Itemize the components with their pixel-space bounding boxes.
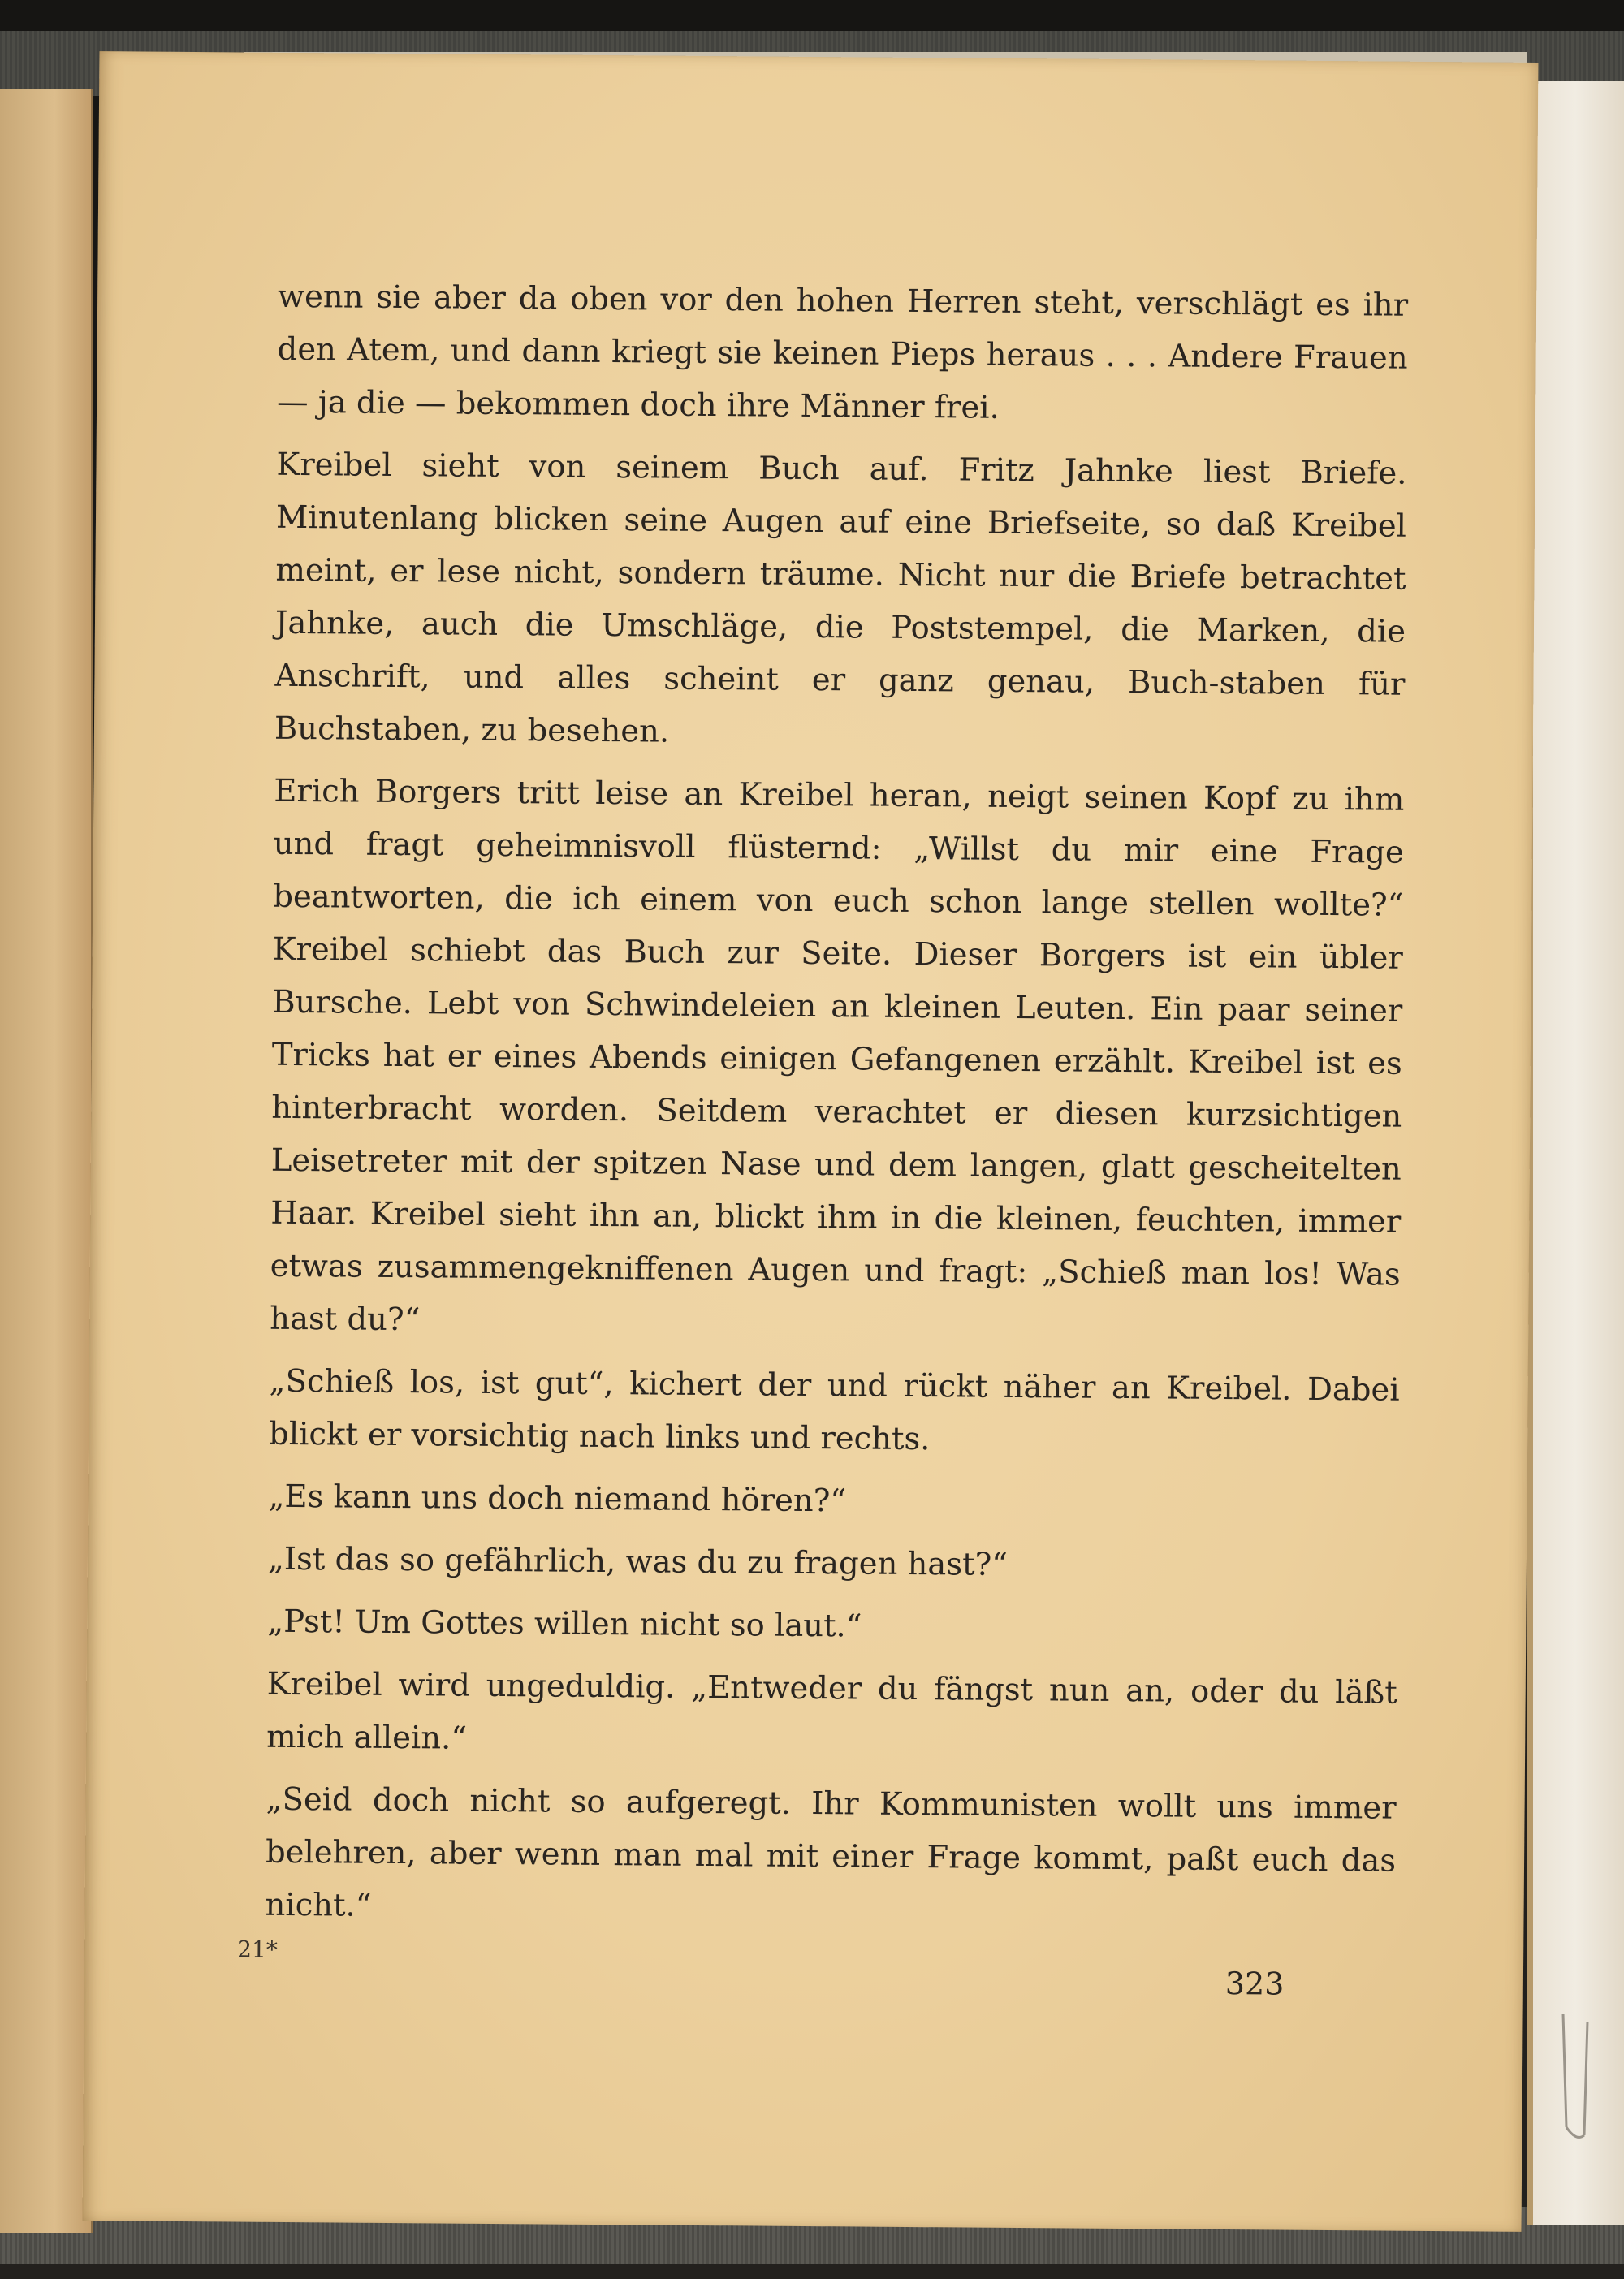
paragraph: Kreibel wird ungeduldig. „Entweder du fängst nun an, oder du läßt mich allein.“	[266, 1665, 1397, 1757]
previous-page-edge	[0, 89, 93, 2233]
paragraph: „Schieß los, ist gut“, kichert der und rückt näher an Kreibel. Dabei blickt er vorsichtig nach links und rechts.	[268, 1362, 1400, 1458]
paragraph: „Ist das so gefährlich, was du zu fragen hast?“	[267, 1540, 1009, 1583]
page-number: 323	[1224, 1966, 1285, 2002]
book-page	[83, 51, 1539, 2232]
paragraph: „Es kann uns doch niemand hören?“	[268, 1478, 847, 1520]
paragraph: „Seid doch nicht so aufgeregt. Ihr Kommunisten wollt uns immer belehren, aber wenn man mal mit einer Frage kommt, paßt euch das nicht.“	[265, 1780, 1397, 1924]
page-stack-right-edge	[1527, 81, 1624, 2225]
body-text	[265, 270, 1408, 1950]
pencil-mark-icon	[1555, 2005, 1604, 2143]
signature-mark: 21*	[237, 1936, 278, 1963]
paragraph: Kreibel sieht von seinem Buch auf. Fritz Jahnke liest Briefe. Minutenlang blicken seine Augen auf eine Briefseite, so daß Kreibel meint, er lese nicht, sondern träume. Nicht nur die Briefe betrachtet Jahnke, auch die Umschläge, die Poststempel, die Marken, die Anschrift, und alles scheint er ganz genau, Buch-staben für Buchstaben, zu besehen.	[274, 446, 1407, 750]
paragraph: „Pst! Um Gottes willen nicht so laut.“	[267, 1603, 862, 1645]
paragraph: wenn sie aber da oben vor den hohen Herren steht, verschlägt es ihr den Atem, und dann kriegt sie keinen Pieps heraus . . . Andere Frauen — ja die — bekommen doch ihre Männer frei.	[276, 278, 1409, 426]
paragraph: Erich Borgers tritt leise an Kreibel heran, neigt seinen Kopf zu ihm und fragt geheimnisvoll flüsternd: „Willst du mir eine Frage beantworten, die ich einem von euch schon lange stellen wollte?“ Kreibel schiebt das Buch zur Seite. Dieser Borgers ist ein übler Bursche. Lebt von Schwindeleien an kleinen Leuten. Ein paar seiner Tricks hat er eines Abends einigen Gefangenen erzählt. Kreibel ist es hinterbracht worden. Seitdem verachtet er diesen kurzsichtigen Leisetreter mit der spitzen Nase und dem langen, glatt gescheitelten Haar. Kreibel sieht ihn an, blickt ihm in die kleinen, feuchten, immer etwas zusammengekniffenen Augen und fragt: „Schieß man los! Was hast du?“	[270, 772, 1405, 1339]
